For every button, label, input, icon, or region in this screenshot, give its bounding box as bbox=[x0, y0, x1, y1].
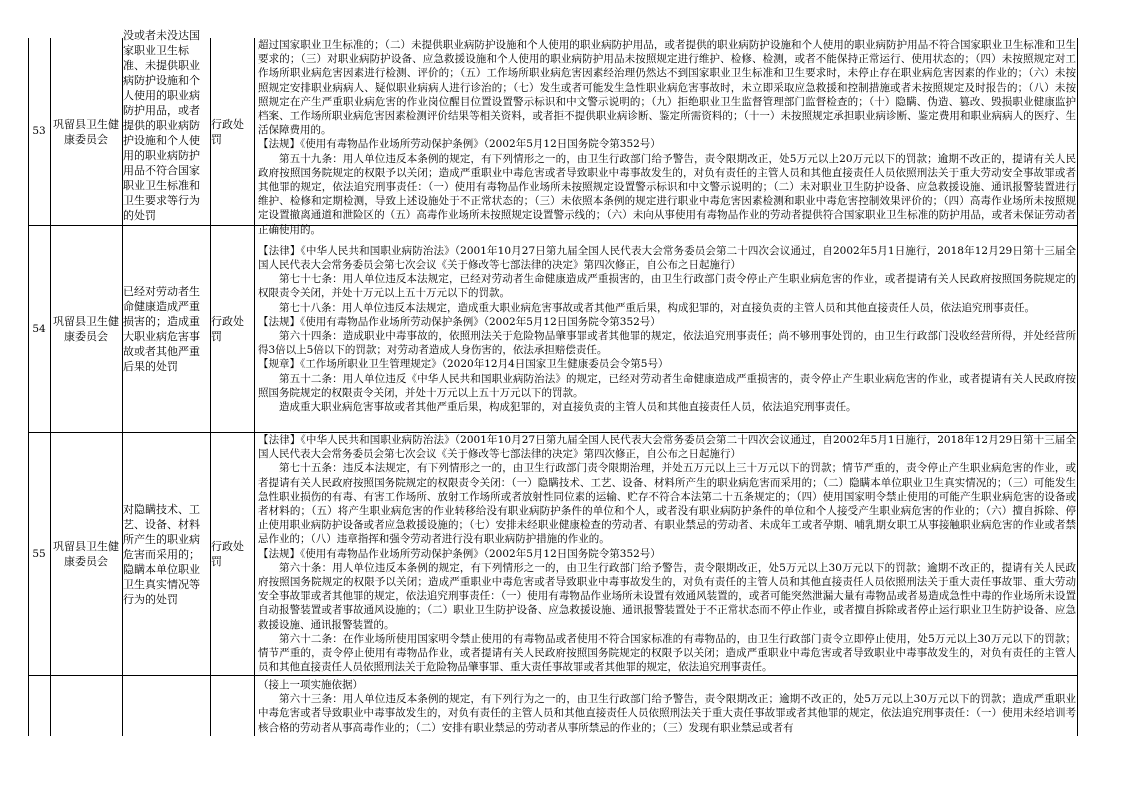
basis-paragraph: 【法规】《使用有毒物品作业场所劳动保护条例》（2002年5月12日国务院令第352号） bbox=[258, 138, 661, 151]
basis-paragraph: 造成重大职业病危害事故或者其他严重后果，构成犯罪的，对直接负责的主管人员和其他直接责任人员，依法追究刑事责任。 bbox=[279, 401, 857, 414]
basis-paragraph: 【法规】《使用有毒物品作业场所劳动保护条例》（2002年5月12日国务院令第352号） bbox=[258, 315, 661, 328]
penalty-type: 行政处罚 bbox=[211, 315, 244, 343]
penalty-item: 已经对劳动者生命健康造成严重损害的；造成重大职业病危害事故或者其他严重后果的处罚 bbox=[123, 285, 200, 373]
basis-paragraph: 第六十条：用人单位违反本条例的规定，有下列情形之一的，由卫生行政部门给予警告，责令限期改正，处5万元以上30万元以下的罚款；逾期不改正的，提请有关人民政府按照国务院规定的权限予以关闭；造成严重职业中毒危害或者导致职业中毒事故发生的，对负有责任的主管人员和其他直接责任人员依照刑法关于重大责任事故罪、重大劳动安全事故罪或者其他罪的规定，依法追究刑事责任：（一）使用有毒物品作业场所未设置有效通风装置的，或者可能突然泄漏大量有毒物品或者易造成急性中毒的作业场所未设置自动报警装置或者事故通风设施的；（二）职业卫生防护设备、应急救援设施、通讯报警装置处于不正常状态而不停止作业，或者擅自拆除或者停止运行职业卫生防护设备、应急救援设施、通讯报警装置的。 bbox=[258, 561, 1076, 631]
row-number: 53 bbox=[32, 125, 46, 138]
penalty-item: 没或者未没达国家职业卫生标准、未提供职业病防护设施和个人使用的职业病防护用品，或者提供的职业病防护设施和个人使用的职业病防护用品不符合国家职业卫生标准和卫生要求等行为的处罚 bbox=[123, 29, 200, 222]
legal-basis bbox=[258, 226, 1076, 432]
basis-paragraph: 第七十五条：违反本法规定，有下列情形之一的，由卫生行政部门责令限期治理，并处五万元以上三十万元以下的罚款；情节严重的，责令停止产生职业病危害的作业，或者提请有关人民政府按照国务院规定的权限责令关闭：（一）隐瞒技术、工艺、设备、材料所产生的职业病危害而采用的；（二）隐瞒本单位职业卫生真实情况的；（三）可能发生急性职业损伤的有毒、有害工作场所、放射工作场所或者放射性同位素的运输、贮存不符合本法第二十五条规定的；（四）使用国家明令禁止使用的可能产生职业病危害的设备或者材料的；（五）将产生职业病危害的作业转移给没有职业病防护条件的单位和个人，或者没有职业病防护条件的单位和个人接受产生职业病危害的作业的；（六）擅自拆除、停止使用职业病防护设备或者应急救援设施的；（七）安排未经职业健康检查的劳动者、有职业禁忌的劳动者、未成年工或者孕期、哺乳期女职工从事接触职业病危害的作业或者禁忌作业的；（八）违章指挥和强令劳动者进行没有职业病防护措施的作业的。 bbox=[258, 462, 1076, 546]
penalty-type: 行政处罚 bbox=[211, 540, 244, 568]
basis-paragraph: 第五十九条：用人单位违反本条例的规定，有下列情形之一的，由卫生行政部门给予警告，责令限期改正，处5万元以上20万元以下的罚款；逾期不改正的，提请有关人民政府按照国务院规定的权限予以关闭；造成严重职业中毒危害或者导致职业中毒事故发生的，对负有责任的主管人员和其他直接责任人员依照刑法关于重大劳动安全事故罪或者其他罪的规定，依法追究刑事责任：（一）使用有毒物品作业场所未按照规定设置警示标识和中文警示说明的；（二）未对职业卫生防护设备、应急救援设施、通讯报警装置进行维护、检修和定期检测，导致上述设施处于不正常状态的；（三）未依照本条例的规定进行职业中毒危害因素检测和职业中毒危害控制效果评价的；（四）高毒作业场所未按照规定设置撤离通道和泄险区的（五）高毒作业场所未按照规定设置警示线的；（六）未向从事使用有毒物品作业的劳动者提供符合国家职业卫生标准的防护用品，或者未保证劳动者正确使用的。 bbox=[258, 152, 1076, 236]
basis-paragraph: （接上一项实施依据） bbox=[258, 679, 363, 691]
penalty-type bbox=[211, 676, 253, 736]
basis-paragraph: 第七十八条：用人单位违反本法规定，造成重大职业病危害事故或者其他严重后果，构成犯罪的，对直接负责的主管人员和其他直接责任人员，依法追究刑事责任。 bbox=[279, 301, 1035, 314]
basis-paragraph: 【规章】《工作场所职业卫生管理规定》（2020年12月4日国家卫生健康委员会令第5号） bbox=[258, 358, 669, 371]
penalty-type: 行政处罚 bbox=[211, 117, 244, 146]
penalty-item bbox=[123, 676, 210, 736]
legal-basis bbox=[258, 38, 1076, 236]
agency-name: 巩留县卫生健康委员会 bbox=[53, 117, 119, 146]
basis-paragraph: 第六十三条：用人单位违反本条例的规定，有下列行为之一的，由卫生行政部门给予警告，责令限期改正；逾期不改正的，处5万元以上30万元以下的罚款；造成严重职业中毒危害或者导致职业中毒事故发生的，对负有责任的主管人员和其他直接责任人员依照刑法关于重大责任事故罪或者其他罪的规定，依法追究刑事责任：（一）使用未经培训考核合格的劳动者从事高毒作业的；（二）安排有职业禁忌的劳动者从事所禁忌的作业的；（三）发现有职业禁忌或者有 bbox=[258, 693, 1076, 734]
table-border-right bbox=[1077, 38, 1078, 736]
basis-paragraph: 【法律】《中华人民共和国职业病防治法》（2001年10月27日第九届全国人民代表大会常务委员会第二十四次会议通过，自2002年5月1日施行，2018年12月29日第十三届全国人民代表大会常务委员会第七次会议《关于修改等七部法律的决定》第四次修正，自公布之日起施行） bbox=[258, 244, 1076, 271]
basis-paragraph: 第六十四条：造成职业中毒事故的，依照刑法关于危险物品肇事罪或者其他罪的规定，依法追究刑事责任；尚不够刑事处罚的，由卫生行政部门没收经营所得，并处经营所得3倍以上5倍以下的罚款；对劳动者造成人身伤害的，依法承担赔偿责任。 bbox=[258, 330, 1076, 357]
row-number bbox=[28, 676, 50, 736]
basis-paragraph: 第七十七条：用人单位违反本法规定，已经对劳动者生命健康造成严重损害的，由卫生行政部门责令停止产生职业病危害的作业，或者提请有关人民政府按照国务院规定的权限责令关闭，并处十万元以上五十万元以下的罚款。 bbox=[258, 273, 1076, 300]
legal-basis bbox=[258, 678, 1076, 736]
penalty-item: 对隐瞒技术、工艺、设备、材料所产生的职业病危害而采用的；隐瞒本单位职业卫生真实情况等行为的处罚 bbox=[123, 502, 200, 606]
basis-paragraph: 超过国家职业卫生标准的；（二）未提供职业病防护设施和个人使用的职业病防护用品，或者提供的职业病防护设施和个人使用的职业病防护用品不符合国家职业卫生标准和卫生要求的；（三）对职业病防护设备、应急救援设施和个人使用的职业病防护用品未按照规定进行维护、检修、检测，或者不能保持正常运行、使用状态的；（四）未按照规定对工作场所职业病危害因素进行检测、评价的；（五）工作场所职业病危害因素经治理仍然达不到国家职业卫生标准和卫生要求时，未停止存在职业病危害因素的作业的；（六）未按照规定安排职业病病人、疑似职业病病人进行诊治的；（七）发生或者可能发生急性职业病危害事故时，未立即采取应急救援和控制措施或者未按照规定及时报告的；（八）未按照规定在产生严重职业病危害的作业岗位醒目位置设置警示标识和中文警示说明的；（九）拒绝职业卫生监督管理部门监督检查的；（十）隐瞒、伪造、篡改、毁损职业健康监护档案、工作场所职业病危害因素检测评价结果等相关资料，或者拒不提供职业病诊断、鉴定所需资料的；（十一）未按照规定承担职业病诊断、鉴定费用和职业病病人的医疗、生活保障费用的。 bbox=[258, 39, 1076, 137]
basis-paragraph: 【法规】《使用有毒物品作业场所劳动保护条例》（2002年5月12日国务院令第352号） bbox=[258, 547, 661, 560]
row-number: 54 bbox=[32, 322, 46, 335]
legal-basis bbox=[258, 433, 1076, 675]
agency-name bbox=[51, 676, 121, 736]
basis-paragraph: 第六十二条：在作业场所使用国家明令禁止使用的有毒物品或者使用不符合国家标准的有毒物品的，由卫生行政部门责令立即停止使用，处5万元以上30万元以下的罚款；情节严重的，责令停止使用有毒物品作业，或者提请有关人民政府按照国务院规定的权限予以关闭；造成严重职业中毒危害或者导致职业中毒事故发生的，对负有责任的主管人员和其他直接责任人员依照刑法关于危险物品肇事罪、重大责任事故罪或者其他罪的规定，依法追究刑事责任。 bbox=[258, 632, 1076, 674]
basis-paragraph: 第五十二条：用人单位违反《中华人民共和国职业病防治法》的规定，已经对劳动者生命健康造成严重损害的，责令停止产生职业病危害的作业，或者提请有关人民政府按照国务院规定的权限责令关闭，并处十万元以上五十万元以下的罚款。 bbox=[258, 372, 1076, 399]
agency-name: 巩留县卫生健康委员会 bbox=[53, 315, 119, 343]
row-number: 55 bbox=[32, 547, 46, 560]
basis-paragraph: 【法律】《中华人民共和国职业病防治法》（2001年10月27日第九届全国人民代表大会常务委员会第二十四次会议通过，自2002年5月1日施行，2018年12月29日第十三届全国人民代表大会常务委员会第七次会议《关于修改等七部法律的决定》第四次修正，自公布之日起施行） bbox=[258, 434, 1076, 461]
column-divider bbox=[254, 38, 255, 736]
agency-name: 巩留县卫生健康委员会 bbox=[53, 540, 119, 568]
